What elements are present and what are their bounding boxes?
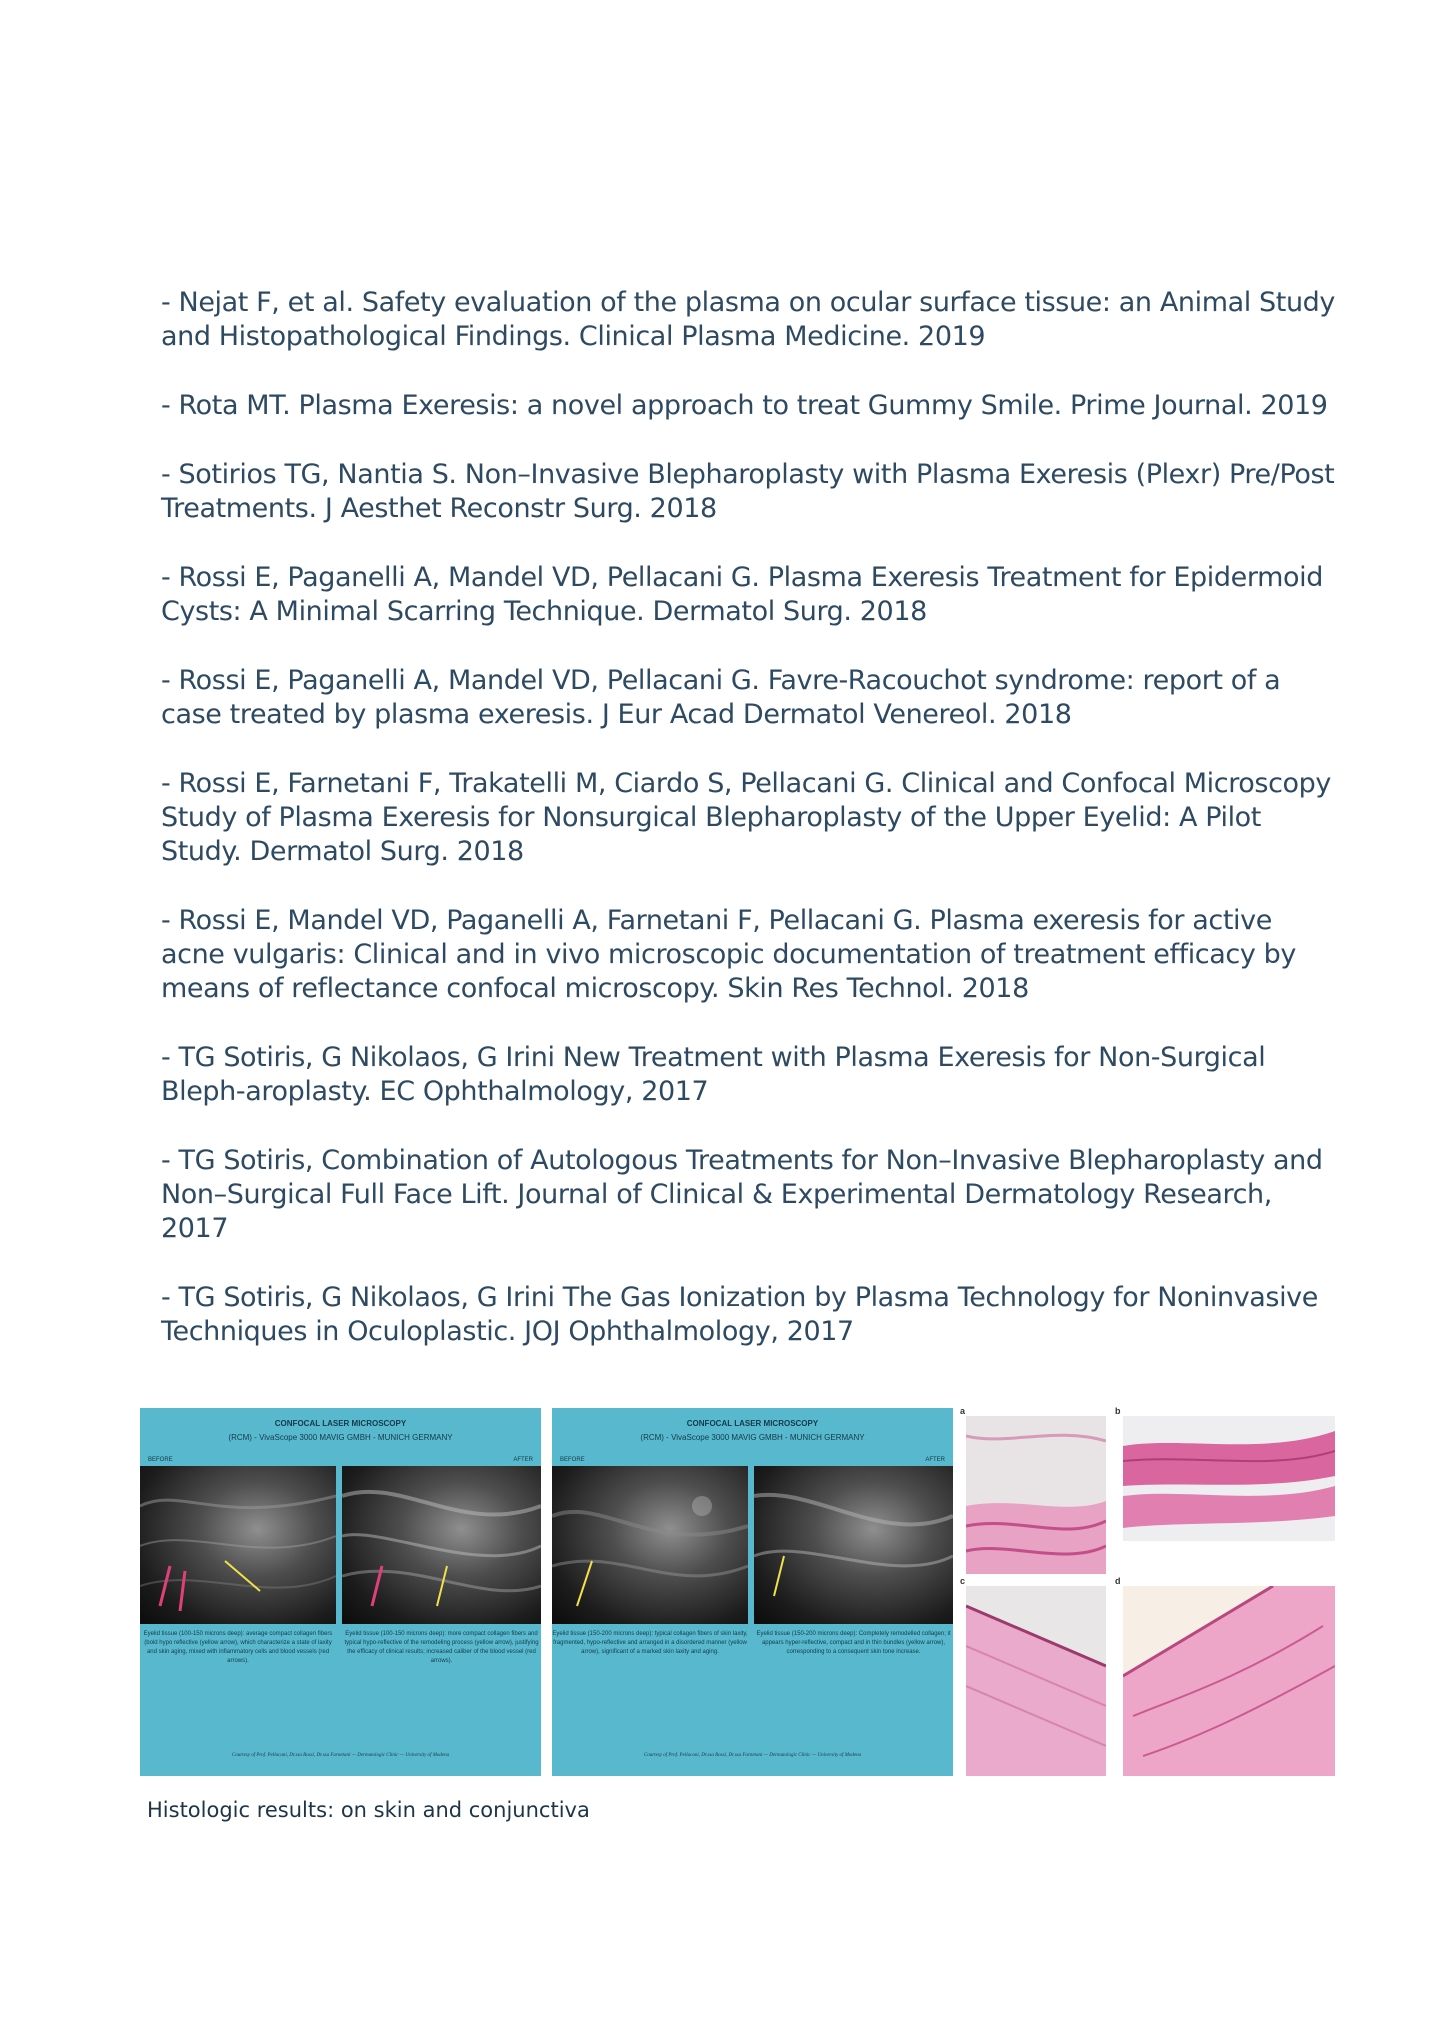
- red-arrow-icon: [160, 1566, 170, 1606]
- reference-item: - Sotirios TG, Nantia S. Non–Invasive Blepharoplasty with Plasma Exeresis (Plexr) Pre/Post Treatments. J Aesthet Reconstr Surg. 2018: [161, 459, 1335, 524]
- after-label: AFTER: [513, 1457, 533, 1463]
- yellow-arrow-icon: [225, 1561, 260, 1591]
- caption-before: Eyelid tissue (150-200 microns deep): typical collagen fibers of skin laxity, fragmented, hypo-reflective and arranged in a disordered manner (yellow arrow), significant of a marked skin laxity and aging.: [552, 1631, 748, 1655]
- caption-after: Eyelid tissue (100-150 microns deep): more compact collagen fibers and typical hypo-reflective of the remodeling process (yellow arrow), justifying the efficacy of clinical results; increased caliber of the blood vessel (red arrows).: [344, 1631, 539, 1664]
- panel-subtitle: (RCM) - VivaScope 3000 MAVIG GMBH - MUNICH GERMANY: [640, 1433, 865, 1442]
- panel-title: CONFOCAL LASER MICROSCOPY: [274, 1419, 407, 1428]
- courtesy-note: Courtesy of Prof. Pellacani, Dr.ssa Rossi, Dr.ssa Farnetani — Dermatologic Clinic — University of Modena: [231, 1753, 450, 1758]
- histology-image-a: [966, 1416, 1106, 1574]
- before-label: BEFORE: [560, 1457, 585, 1463]
- histology-image-b: [1123, 1416, 1335, 1541]
- caption-before: Eyelid tissue (100-150 microns deep): average compact collagen fibers (bold hypo reflective (yellow arrow), which characterize a state of laxity and skin aging, mixed with inflammatory cells and blood vessels (red arrows).: [143, 1631, 333, 1664]
- reference-item: - TG Sotiris, G Nikolaos, G Irini The Gas Ionization by Plasma Technology for Noninvasive Techniques in Oculoplastic. JOJ Ophthalmology, 2017: [161, 1282, 1318, 1347]
- microscopy-image-before: [552, 1466, 748, 1624]
- reference-item: - Nejat F, et al. Safety evaluation of the plasma on ocular surface tissue: an Animal Study and Histopathological Findings. Clinical Plasma Medicine. 2019: [161, 287, 1335, 352]
- histology-image-d: [1123, 1586, 1335, 1776]
- after-label: AFTER: [925, 1457, 945, 1463]
- microscopy-texture: [552, 1466, 748, 1624]
- figure-caption: Histologic results: on skin and conjunctiva: [147, 1798, 590, 1822]
- tissue-stain: [966, 1416, 1106, 1574]
- references-list: [161, 286, 1341, 1384]
- yellow-arrow-icon: [774, 1556, 784, 1596]
- tissue-stain: [1123, 1416, 1335, 1541]
- reference-item: - TG Sotiris, G Nikolaos, G Irini New Treatment with Plasma Exeresis for Non-Surgical Bleph-aroplasty. EC Ophthalmology, 2017: [161, 1042, 1266, 1107]
- microscopy-image-after: [754, 1466, 953, 1624]
- reference-item: - Rossi E, Mandel VD, Paganelli A, Farnetani F, Pellacani G. Plasma exeresis for active acne vulgaris: Clinical and in vivo microscopic documentation of treatment efficacy by means of reflectance confocal microscopy. Skin Res Technol. 2018: [161, 905, 1296, 1004]
- histology-grid: [960, 1408, 1340, 1778]
- histology-label-b: b: [1115, 1406, 1121, 1416]
- figure-composite: [140, 1408, 1340, 1778]
- caption-after: Eyelid tissue (150-200 microns deep): Completely remodelled collagen; it appears hyper-reflective, compact and in thin bundles (yellow arrow), corresponding to a consequent skin tone increase.: [756, 1631, 951, 1655]
- confocal-panel-2: [552, 1408, 953, 1776]
- reference-item: - Rossi E, Farnetani F, Trakatelli M, Ciardo S, Pellacani G. Clinical and Confocal Microscopy Study of Plasma Exeresis for Nonsurgical Blepharoplasty of the Upper Eyelid: A Pilot Study. Dermatol Surg. 2018: [161, 768, 1331, 867]
- microscopy-texture: [342, 1466, 541, 1624]
- confocal-panel-1: [140, 1408, 541, 1776]
- yellow-arrow-icon: [577, 1561, 592, 1606]
- microscopy-image-after: [342, 1466, 541, 1624]
- histology-label-d: d: [1115, 1576, 1121, 1586]
- reference-item: - Rota MT. Plasma Exeresis: a novel approach to treat Gummy Smile. Prime Journal. 2019: [161, 390, 1328, 421]
- reference-item: - Rossi E, Paganelli A, Mandel VD, Pellacani G. Favre-Racouchot syndrome: report of a case treated by plasma exeresis. J Eur Acad Dermatol Venereol. 2018: [161, 665, 1281, 730]
- histology-image-c: [966, 1586, 1106, 1776]
- panel-subtitle: (RCM) - VivaScope 3000 MAVIG GMBH - MUNICH GERMANY: [228, 1433, 453, 1442]
- yellow-arrow-icon: [437, 1566, 447, 1606]
- reference-item: - TG Sotiris, Combination of Autologous Treatments for Non–Invasive Blepharoplasty and Non–Surgical Full Face Lift. Journal of Clinical & Experimental Dermatology Research, 2017: [161, 1145, 1323, 1244]
- tissue-stain: [966, 1586, 1106, 1776]
- histology-label-a: a: [960, 1406, 966, 1416]
- histology-label-c: c: [960, 1576, 966, 1586]
- before-label: BEFORE: [148, 1457, 173, 1463]
- microscopy-texture: [140, 1466, 336, 1624]
- microscopy-image-before: [140, 1466, 336, 1624]
- courtesy-note: Courtesy of Prof. Pellacani, Dr.ssa Rossi, Dr.ssa Farnetani — Dermatologic Clinic — University of Modena: [643, 1753, 862, 1758]
- microscopy-texture: [754, 1466, 953, 1624]
- tissue-stain: [1123, 1586, 1335, 1776]
- reference-item: - Rossi E, Paganelli A, Mandel VD, Pellacani G. Plasma Exeresis Treatment for Epidermoid Cysts: A Minimal Scarring Technique. Dermatol Surg. 2018: [161, 562, 1323, 627]
- panel-title: CONFOCAL LASER MICROSCOPY: [686, 1419, 819, 1428]
- red-arrow-icon: [180, 1571, 185, 1611]
